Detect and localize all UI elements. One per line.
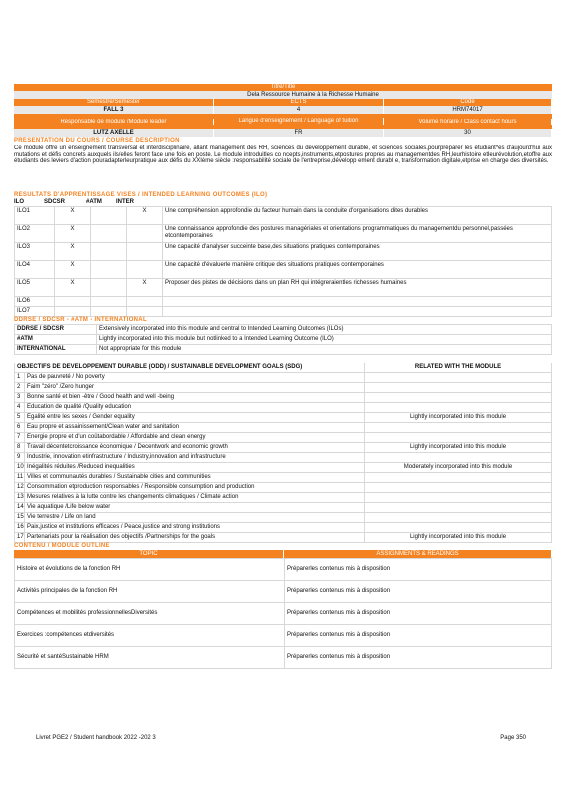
- odd-related: [365, 493, 552, 503]
- ilo-inter: [127, 243, 163, 261]
- odd-text: Faim "zéro" /Zero hunger: [25, 383, 365, 393]
- odd-row: [15, 463, 552, 473]
- ilo-row: [15, 243, 552, 261]
- contenu-topic: Activités principales de la fonction RH: [15, 581, 285, 603]
- title-value: Dela Ressource Humaine à la Richesse Humaine: [14, 91, 552, 99]
- odd-row: [15, 493, 552, 503]
- volume-value: 30: [384, 129, 552, 137]
- odd-number: 8: [15, 443, 25, 453]
- odd-number: 17: [15, 533, 25, 543]
- odd-row: [15, 383, 552, 393]
- legend-heading: DDRSE / SDCSR - #ATM - INTERNATIONAL: [14, 317, 147, 323]
- odd-related: [365, 433, 552, 443]
- responsable-value: LUTZ AXELLE: [14, 129, 214, 137]
- contenu-topic: Sécurité et santéSustainable HRM: [15, 647, 285, 669]
- ilo-id: ILO1: [15, 207, 55, 225]
- ilo-atm: [91, 307, 127, 317]
- odd-row: [15, 453, 552, 463]
- contenu-col-assign: ASSIGNMENTS & READINGS: [284, 550, 552, 558]
- langue-label: Langue d'enseignement / Language of tuition: [214, 118, 384, 125]
- odd-row: [15, 513, 552, 523]
- ilo-row: [15, 207, 552, 225]
- ilo-text: Une capacité d'analyser succeinte base,des situations pratiques contemporaines: [163, 243, 552, 261]
- meta-labels-row: [14, 99, 552, 106]
- code-value: HRM74017: [384, 106, 552, 114]
- ilo-text: Une compréhension approfondie du facteur humain dans la conduite d'organisations dites durables: [163, 207, 552, 225]
- odd-row: [15, 373, 552, 383]
- ilo-col-inter: INTER: [116, 199, 134, 205]
- odd-text: Villes et communautés durables / Sustainable cities and communities: [25, 473, 365, 483]
- odd-number: 3: [15, 393, 25, 403]
- ilo-row: [15, 297, 552, 307]
- odd-related: Lightly incorporated into this module: [365, 443, 552, 453]
- volume-label: Volume horaire / Class contact hours: [384, 119, 552, 125]
- odd-heading: OBJECTIFS DE DEVELOPPEMENT DURABLE (ODD) / SUSTAINABLE DEVELOPMENT GOALS (SDG): [15, 363, 365, 373]
- ilo-sdcsr: X: [55, 225, 91, 243]
- contenu-table: [14, 558, 552, 669]
- title-label: Titre/Title: [14, 84, 552, 91]
- ilo-inter: X: [127, 279, 163, 297]
- ilo-inter: X: [127, 207, 163, 225]
- odd-text: Education de qualité /Quality education: [25, 403, 365, 413]
- odd-text: Egalité entre les sexes / Gender equality: [25, 413, 365, 423]
- odd-number: 12: [15, 483, 25, 493]
- odd-row: [15, 503, 552, 513]
- contenu-row: [15, 581, 552, 603]
- contenu-row: [15, 603, 552, 625]
- legend-text: Extensively incorporated into this module and central to Intended Learning Outcomes (ILOs): [97, 325, 552, 335]
- odd-related: [365, 373, 552, 383]
- odd-number: 2: [15, 383, 25, 393]
- odd-number: 6: [15, 423, 25, 433]
- odd-related: [365, 403, 552, 413]
- ilo-text: Une connaissance approfondie des postures managériales et orientations programmatiques du managementdu personnel,passées etcontemporaines: [163, 225, 552, 243]
- legend-row: [15, 335, 552, 345]
- odd-text: Pas de pauvreté / No poverty: [25, 373, 365, 383]
- ilo-row: [15, 307, 552, 317]
- odd-text: Inégalités réduites /Reduced inequalities: [25, 463, 365, 473]
- odd-related: [365, 503, 552, 513]
- presentation-text: Ce module offre un enseignement transversal et interdisciplinaire, allant management des RH, sciences du développement durable, et sciences sociales,pourpréparer les étudiant*es d'aujourd'hui aux mutations et défis concrets auxquels ils/elles feront face une fois en poste. Le module introduitles co ncepts,instruments,etpostures propres au managementdes RH,leurhistoire etleurévolution,etoffre aux étudiants des leviers d'action pouradapterleurpratique aux défis du XXIème siècle :responsabilité sociale de l'entreprise,développ ement durabl e, transformation digitale,etprise en charge des diversités.: [14, 145, 552, 165]
- semester-value: FALL 3: [14, 106, 214, 114]
- ilo-row: [15, 261, 552, 279]
- ects-label: ECTS: [214, 99, 384, 106]
- odd-text: Vie aquatique /Life below water: [25, 503, 365, 513]
- odd-number: 16: [15, 523, 25, 533]
- odd-related: [365, 513, 552, 523]
- legend-text: Not appropriate for this module: [97, 345, 552, 355]
- ilo-inter: [127, 307, 163, 317]
- odd-row: [15, 433, 552, 443]
- ilo-sdcsr: X: [55, 207, 91, 225]
- odd-text: Energie propre et d'un coûtabordable / Affordable and clean energy: [25, 433, 365, 443]
- odd-related: Lightly incorporated into this module: [365, 413, 552, 423]
- ilo-atm: [91, 243, 127, 261]
- contenu-assign: Préparerles contenus mis à disposition: [285, 625, 552, 647]
- contenu-assign: Préparerles contenus mis à disposition: [285, 603, 552, 625]
- legend-key: INTERNATIONAL: [15, 345, 97, 355]
- page-footer: [36, 735, 526, 741]
- ilo-header-row: [14, 199, 552, 206]
- odd-related: Moderately incorporated into this module: [365, 463, 552, 473]
- ilo-atm: [91, 225, 127, 243]
- odd-related: [365, 523, 552, 533]
- odd-related-label: RELATED WITH THE MODULE: [365, 363, 552, 373]
- odd-number: 11: [15, 473, 25, 483]
- ilo-atm: [91, 261, 127, 279]
- ilo-text: [163, 297, 552, 307]
- odd-row: [15, 483, 552, 493]
- contenu-assign: Préparerles contenus mis à disposition: [285, 559, 552, 581]
- ilo-text: Proposer des pistes de décisions dans un plan RH qui intégreraientles richesses humaines: [163, 279, 552, 297]
- ects-value: 4: [214, 106, 384, 114]
- odd-related: [365, 423, 552, 433]
- ilo-id: ILO7: [15, 307, 55, 317]
- legend-row: [15, 325, 552, 335]
- contenu-row: [15, 647, 552, 669]
- odd-number: 10: [15, 463, 25, 473]
- legend-key: DDRSE / SDCSR: [15, 325, 97, 335]
- ilo-text: Une capacité d'évaluerle manière critique des situations pratiques contemporaines: [163, 261, 552, 279]
- code-label: Code: [384, 99, 552, 106]
- langue-value: FR: [214, 129, 384, 137]
- ilo-atm: [91, 297, 127, 307]
- odd-text: Partenariats pour la réalisation des objectifs /Partnerships for the goals: [25, 533, 365, 543]
- ilo-col-sdcsr: SDCSR: [44, 199, 66, 205]
- contenu-topic: Compétences et mobilités professionnellesDiversités: [15, 603, 285, 625]
- ilo-text: [163, 307, 552, 317]
- contenu-topic: Histoire et évolutions de la fonction RH: [15, 559, 285, 581]
- ilo-inter: [127, 297, 163, 307]
- ilo-sdcsr: [55, 297, 91, 307]
- ilo-inter: [127, 225, 163, 243]
- contenu-row: [15, 625, 552, 647]
- meta-values-row: [14, 106, 552, 114]
- legend-key: #ATM: [15, 335, 97, 345]
- odd-number: 9: [15, 453, 25, 463]
- odd-row: [15, 533, 552, 543]
- odd-text: Paix,justice et institutions efficaces / Peace,justice and strong institutions: [25, 523, 365, 533]
- footer-right: Page 350: [500, 735, 526, 741]
- ilo-sdcsr: [55, 307, 91, 317]
- contenu-assign: Préparerles contenus mis à disposition: [285, 647, 552, 669]
- semester-label: Semestre/Semester: [14, 99, 214, 106]
- odd-related: Lightly incorporated into this module: [365, 533, 552, 543]
- ilo-id: ILO6: [15, 297, 55, 307]
- ilo-id: ILO5: [15, 279, 55, 297]
- odd-text: Vie terrestre / Life on land: [25, 513, 365, 523]
- ilo-col-ilo: ILO: [14, 199, 24, 205]
- presentation-heading: PRESENTATION DU COURS / COURSE DESCRIPTION: [14, 138, 180, 144]
- ilo-table: [14, 206, 552, 317]
- odd-related: [365, 453, 552, 463]
- contenu-topic: Exercices :compétences etdiversités: [15, 625, 285, 647]
- odd-row: [15, 443, 552, 453]
- odd-text: Industrie, innovation etinfrastructure / Industry,innovation and infrastructure: [25, 453, 365, 463]
- ilo-sdcsr: X: [55, 279, 91, 297]
- odd-related: [365, 383, 552, 393]
- odd-related: [365, 483, 552, 493]
- legend-text: Lightly incorporated into this module but notlinked to a Intended Learning Outcome (ILO): [97, 335, 552, 345]
- ilo-sdcsr: X: [55, 261, 91, 279]
- odd-related: [365, 393, 552, 403]
- odd-row: [15, 473, 552, 483]
- odd-text: Consommation etproduction responsables / Responsible consumption and production: [25, 483, 365, 493]
- ilo-id: ILO4: [15, 261, 55, 279]
- contenu-row: [15, 559, 552, 581]
- footer-left: Livret PGE2 / Student handbook 2022 -202 3: [36, 735, 156, 741]
- contenu-header-row: [14, 550, 552, 558]
- odd-number: 5: [15, 413, 25, 423]
- ilo-heading: RESULTATS D'APPRENTISSAGE VISES / INTENDED LEARNING OUTCOMES (ILO): [14, 192, 268, 198]
- odd-text: Bonne santé et bien -être / Good health and well -being: [25, 393, 365, 403]
- legend-row: [15, 345, 552, 355]
- odd-row: [15, 403, 552, 413]
- odd-text: Travail décentetcroissance économique / Decentwork and economic growth: [25, 443, 365, 453]
- ilo-id: ILO2: [15, 225, 55, 243]
- odd-related: [365, 473, 552, 483]
- odd-row: [15, 423, 552, 433]
- ilo-row: [15, 279, 552, 297]
- ilo-atm: [91, 207, 127, 225]
- odd-number: 1: [15, 373, 25, 383]
- odd-table: [14, 363, 552, 543]
- ilo-col-atm: #ATM: [86, 199, 102, 205]
- contenu-assign: Préparerles contenus mis à disposition: [285, 581, 552, 603]
- odd-number: 15: [15, 513, 25, 523]
- ilo-sdcsr: X: [55, 243, 91, 261]
- meta-values-row-2: [14, 129, 552, 137]
- odd-number: 7: [15, 433, 25, 443]
- odd-number: 14: [15, 503, 25, 513]
- odd-text: Eau propre et assainissement/Clean water and sanitation: [25, 423, 365, 433]
- odd-row: [15, 413, 552, 423]
- responsable-label: Responsable de module /Module leader: [14, 119, 214, 125]
- legend-table: [14, 324, 552, 355]
- odd-text: Mesures relatives à la lutte contre les changements climatiques / Climate action: [25, 493, 365, 503]
- odd-row: [15, 523, 552, 533]
- course-sheet: [14, 84, 552, 669]
- contenu-heading: CONTENU / MODULE OUTLINE: [14, 543, 110, 549]
- meta-labels-row-2: [14, 114, 552, 129]
- odd-number: 13: [15, 493, 25, 503]
- ilo-inter: [127, 261, 163, 279]
- odd-row: [15, 393, 552, 403]
- ilo-atm: [91, 279, 127, 297]
- ilo-id: ILO3: [15, 243, 55, 261]
- ilo-row: [15, 225, 552, 243]
- odd-number: 4: [15, 403, 25, 413]
- contenu-col-topic: TOPIC: [14, 550, 284, 558]
